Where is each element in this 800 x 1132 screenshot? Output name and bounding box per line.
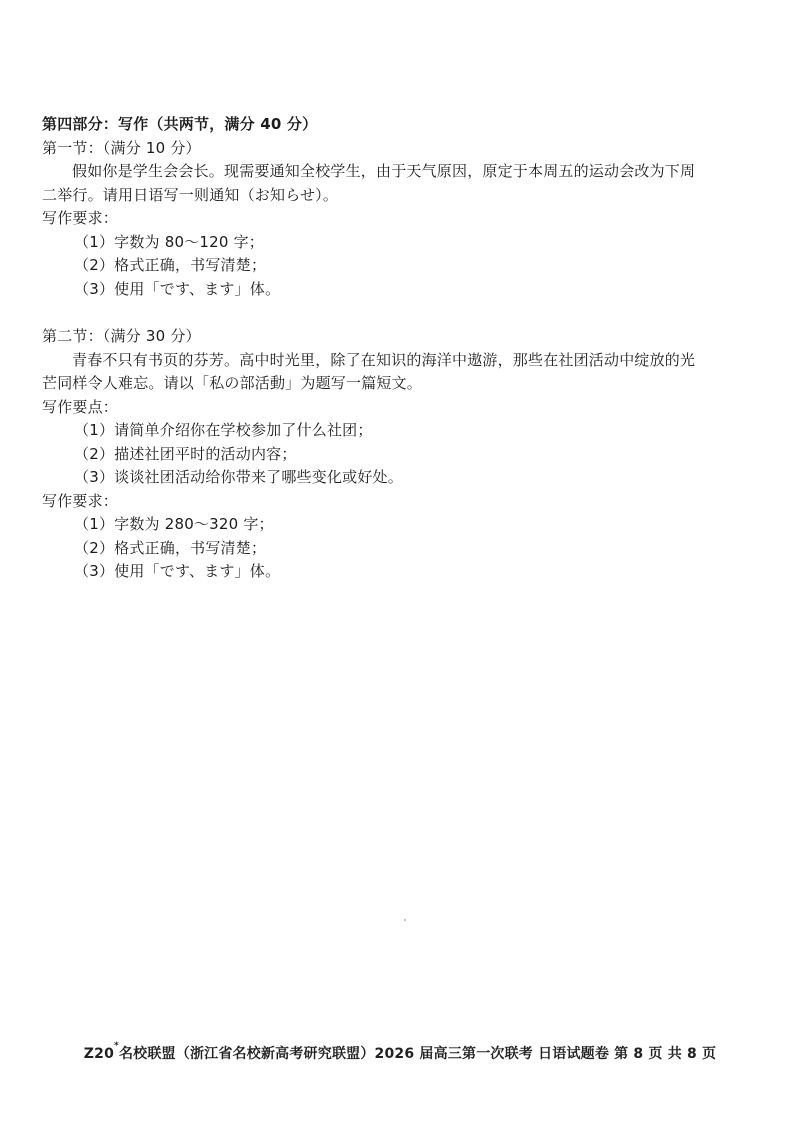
part2-requirement-2: （2）格式正确，书写清楚； — [74, 538, 267, 557]
page-footer — [0, 1043, 800, 1063]
part2-requirement-3: （3）使用「です、ます」体。 — [74, 562, 281, 580]
part1-requirements-label: 写作要求： — [42, 209, 119, 227]
part2-point-1: （1）请简单介绍你在学校参加了什么社团； — [74, 421, 373, 439]
part2-point-2: （2）描述社团平时的活动内容； — [74, 444, 297, 463]
part1-requirement-2: （2）格式正确，书写清楚； — [74, 256, 267, 274]
part2-title: 第二节：（满分 30 分） — [42, 327, 201, 345]
part2-requirements-label: 写作要求： — [42, 491, 119, 510]
part1-prompt-line1: 假如你是学生会会长。现需要通知全校学生，由于天气原因，原定于本周五的运动会改为下周 — [72, 162, 696, 180]
scan-speck — [404, 919, 406, 921]
footer-prefix: Z20 — [83, 1046, 115, 1062]
part2-requirement-1: （1）字数为 280～320 字； — [74, 515, 274, 533]
part2-point-3: （3）谈谈社团活动给你带来了哪些变化或好处。 — [74, 468, 403, 486]
part1-prompt-line2: 二举行。请用日语写一则通知（お知らせ）。 — [42, 185, 339, 204]
part2-points-label: 写作要点： — [42, 397, 119, 416]
part1-requirement-1: （1）字数为 80～120 字； — [74, 232, 264, 251]
writing-section — [42, 113, 762, 584]
footer-text: 名校联盟（浙江省名校新高考研究联盟）2026 届高三第一次联考 日语试题卷 第 8 页 共 8 页 — [118, 1046, 717, 1062]
part2-prompt-line2: 芒同样令人难忘。请以「私の部活動」为题写一篇短文。 — [42, 374, 423, 392]
section-heading: 第四部分：写作（共两节，满分 40 分） — [42, 115, 318, 133]
part1-requirement-3: （3）使用「です、ます」体。 — [74, 279, 281, 298]
part1-title: 第一节：（满分 10 分） — [42, 138, 201, 157]
footer-superscript: * — [114, 1041, 119, 1051]
part2-prompt-line1: 青春不只有书页的芬芳。高中时光里，除了在知识的海洋中遨游，那些在社团活动中绽放的光 — [72, 350, 696, 369]
